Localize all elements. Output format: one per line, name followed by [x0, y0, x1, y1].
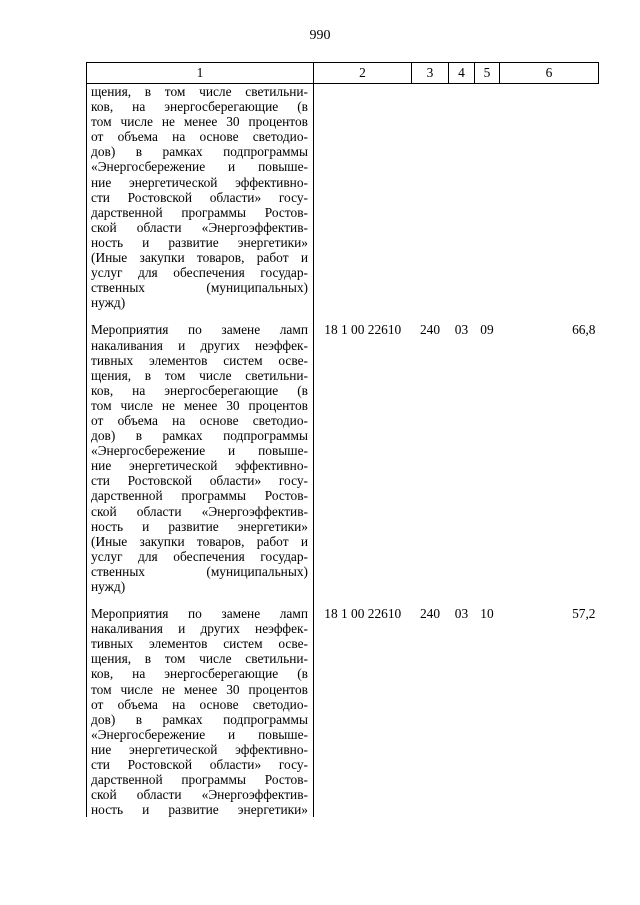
description-line: щения, в том числе светильни- [91, 651, 308, 667]
spacer-cell [449, 310, 475, 322]
spacer-cell [500, 594, 599, 606]
description-line: от объема на основе светодио- [91, 696, 308, 712]
header-col-6: 6 [500, 63, 599, 84]
amount-cell [500, 84, 599, 311]
description-line: накаливания и других неэффек- [91, 621, 308, 637]
budget-table [86, 62, 599, 817]
spacer-cell [412, 594, 449, 606]
expense-type-cell [412, 84, 449, 311]
description-line: щения, в том числе светильни- [91, 84, 308, 99]
description-line: дарственной программы Ростов- [91, 488, 308, 504]
section-cell: 03 [454, 606, 469, 622]
description-line: том числе не менее 30 процентов [91, 681, 308, 697]
description-line: тивных элементов систем осве- [91, 352, 308, 368]
description-line: дарственной программы Ростов- [91, 772, 308, 788]
description-line: ственных (муниципальных) [91, 280, 308, 296]
description-line: «Энергосбережение и повыше- [91, 726, 308, 742]
table-row [87, 606, 599, 817]
description-line: ской области «Энергоэффектив- [91, 503, 308, 519]
description-line: дов) в рамках подпрограммы [91, 711, 308, 727]
description-line: ность и развитие энергетики» [91, 518, 308, 534]
description-line: ние энергетической эффективно- [91, 741, 308, 757]
description-line: «Энергосбережение и повыше- [91, 443, 308, 459]
header-col-4: 4 [449, 63, 475, 84]
amount-cell: 66,8 [572, 322, 596, 338]
description-line: (Иные закупки товаров, работ и [91, 533, 308, 549]
description-line: накаливания и других неэффек- [91, 337, 308, 353]
description-line: ственных (муниципальных) [91, 563, 308, 579]
description-line: «Энергосбережение и повыше- [91, 159, 308, 175]
description-line: сти Ростовской области» госу- [91, 757, 308, 773]
description-line: том числе не менее 30 процентов [91, 397, 308, 413]
description-line: ность и развитие энергетики» [91, 234, 308, 250]
header-col-3: 3 [412, 63, 449, 84]
description-cell [87, 606, 314, 817]
description-line: нужд) [91, 295, 126, 311]
description-line: сти Ростовской области» госу- [91, 473, 308, 489]
page-number: 990 [309, 28, 331, 43]
amount-cell: 57,2 [572, 606, 596, 622]
description-cell [87, 322, 314, 594]
description-line: ской области «Энергоэффектив- [91, 787, 308, 803]
table-header [87, 63, 599, 84]
description-line: (Иные закупки товаров, работ и [91, 250, 308, 266]
header-col-2: 2 [314, 63, 412, 84]
description-line: нужд) [91, 579, 126, 594]
row-spacer [87, 594, 599, 606]
table-body [87, 84, 599, 818]
description-line: ние энергетической эффективно- [91, 174, 308, 190]
description-line: от объема на основе светодио- [91, 412, 308, 428]
description-line: ность и развитие энергетики» [91, 802, 308, 818]
expense-type-cell: 240 [419, 322, 441, 338]
description-line: ской области «Энергоэффектив- [91, 219, 308, 235]
spacer-cell [475, 310, 500, 322]
description-line: услуг для обеспечения государ- [91, 548, 308, 564]
target-article-code-cell: 18 1 00 22610 [324, 322, 402, 338]
description-line: ков, на энергосберегающие (в [91, 666, 308, 682]
spacer-cell [314, 594, 412, 606]
description-line: ков, на энергосберегающие (в [91, 99, 308, 115]
subsection-cell: 10 [480, 606, 494, 622]
description-line: Мероприятия по замене ламп [91, 322, 308, 338]
header-col-1: 1 [87, 63, 314, 84]
spacer-cell [314, 310, 412, 322]
description-line: Мероприятия по замене ламп [91, 606, 308, 622]
spacer-cell [87, 594, 314, 606]
table-row [87, 84, 599, 311]
description-line: сти Ростовской области» госу- [91, 189, 308, 205]
description-line: дов) в рамках подпрограммы [91, 144, 308, 160]
description-line: тивных элементов систем осве- [91, 636, 308, 652]
spacer-cell [87, 310, 314, 322]
spacer-cell [449, 594, 475, 606]
description-line: ние энергетической эффективно- [91, 458, 308, 474]
description-line: том числе не менее 30 процентов [91, 114, 308, 130]
description-line: услуг для обеспечения государ- [91, 265, 308, 281]
description-line: дарственной программы Ростов- [91, 204, 308, 220]
description-line: дов) в рамках подпрограммы [91, 428, 308, 444]
target-article-code-cell [314, 84, 412, 311]
description-cell [87, 84, 314, 311]
description-line: ков, на энергосберегающие (в [91, 382, 308, 398]
spacer-cell [412, 310, 449, 322]
subsection-cell: 09 [480, 322, 494, 338]
section-cell [449, 84, 475, 311]
row-spacer [87, 310, 599, 322]
table-row [87, 322, 599, 594]
target-article-code-cell: 18 1 00 22610 [324, 606, 402, 622]
description-line: от объема на основе светодио- [91, 129, 308, 145]
description-line: щения, в том числе светильни- [91, 367, 308, 383]
subsection-cell [475, 84, 500, 311]
header-col-5: 5 [475, 63, 500, 84]
expense-type-cell: 240 [419, 606, 441, 622]
spacer-cell [475, 594, 500, 606]
spacer-cell [500, 310, 599, 322]
section-cell: 03 [454, 322, 469, 338]
header-row [87, 63, 599, 84]
